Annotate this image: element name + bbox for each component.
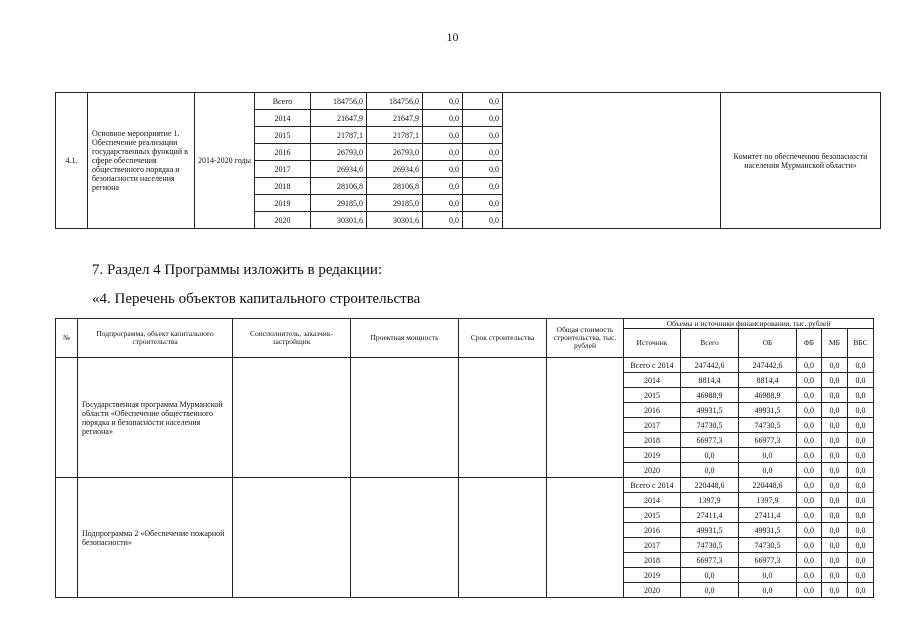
row-mb: 0,0 bbox=[463, 127, 503, 144]
row-total: 28106,8 bbox=[311, 178, 367, 195]
activity-number: 4.1. bbox=[56, 93, 88, 229]
source-cell: 2015 bbox=[624, 508, 681, 523]
ob-cell: 74730,5 bbox=[739, 538, 797, 553]
vbs-cell: 0,0 bbox=[848, 403, 874, 418]
vbs-cell: 0,0 bbox=[848, 478, 874, 493]
mb-cell: 0,0 bbox=[822, 388, 848, 403]
ob-cell: 220448,6 bbox=[739, 478, 797, 493]
empty-cell bbox=[503, 93, 721, 229]
col-header-term: Срок строительства bbox=[459, 319, 547, 358]
vbs-cell: 0,0 bbox=[848, 463, 874, 478]
col-header-ob: ОБ bbox=[739, 329, 797, 358]
ob-cell: 1397,9 bbox=[739, 493, 797, 508]
row-fb: 0,0 bbox=[423, 212, 463, 229]
ob-cell: 0,0 bbox=[739, 583, 797, 598]
ob-cell: 66977,3 bbox=[739, 433, 797, 448]
mb-cell: 0,0 bbox=[822, 448, 848, 463]
row-ob: 26793,0 bbox=[367, 144, 423, 161]
total-cell: 49931,5 bbox=[681, 523, 739, 538]
row-fb: 0,0 bbox=[423, 127, 463, 144]
row-mb: 0,0 bbox=[463, 93, 503, 110]
vbs-cell: 0,0 bbox=[848, 388, 874, 403]
vbs-cell: 0,0 bbox=[848, 493, 874, 508]
source-cell: 2014 bbox=[624, 373, 681, 388]
row-total: 29185,0 bbox=[311, 195, 367, 212]
col-header-vbs: ВБС bbox=[848, 329, 874, 358]
program-name: Государственная программа Мурманской области «Обеспечение общественного порядка и безопасности населения региона» bbox=[78, 358, 233, 478]
total-cell: 74730,5 bbox=[681, 418, 739, 433]
vbs-cell: 0,0 bbox=[848, 523, 874, 538]
col-header-coexecutor: Соисполнитель, заказчик-застройщик bbox=[233, 319, 351, 358]
row-ob: 29185,0 bbox=[367, 195, 423, 212]
row-number bbox=[56, 478, 78, 598]
fb-cell: 0,0 bbox=[797, 358, 822, 373]
fb-cell: 0,0 bbox=[797, 403, 822, 418]
term-cell bbox=[459, 358, 547, 478]
ob-cell: 74730,5 bbox=[739, 418, 797, 433]
row-mb: 0,0 bbox=[463, 161, 503, 178]
mb-cell: 0,0 bbox=[822, 418, 848, 433]
col-header-mb: МБ bbox=[822, 329, 848, 358]
fb-cell: 0,0 bbox=[797, 388, 822, 403]
row-fb: 0,0 bbox=[423, 144, 463, 161]
vbs-cell: 0,0 bbox=[848, 358, 874, 373]
mb-cell: 0,0 bbox=[822, 538, 848, 553]
mb-cell: 0,0 bbox=[822, 553, 848, 568]
ob-cell: 8814,4 bbox=[739, 373, 797, 388]
term-cell bbox=[459, 478, 547, 598]
source-cell: 2017 bbox=[624, 538, 681, 553]
col-header-source: Источник bbox=[624, 329, 681, 358]
mb-cell: 0,0 bbox=[822, 478, 848, 493]
row-ob: 21787,1 bbox=[367, 127, 423, 144]
source-cell: 2018 bbox=[624, 553, 681, 568]
ob-cell: 49931,5 bbox=[739, 403, 797, 418]
fb-cell: 0,0 bbox=[797, 433, 822, 448]
col-header-capacity: Проектная мощность bbox=[351, 319, 459, 358]
activity-name: Основное мероприятие 1. Обеспечение реализации государственных функций в сфере обеспечения общественного порядка и безопасности населения региона bbox=[88, 93, 195, 229]
source-cell: 2015 bbox=[624, 388, 681, 403]
source-cell: 2016 bbox=[624, 403, 681, 418]
vbs-cell: 0,0 bbox=[848, 553, 874, 568]
row-mb: 0,0 bbox=[463, 178, 503, 195]
source-cell: 2016 bbox=[624, 523, 681, 538]
total-cell: 27411,4 bbox=[681, 508, 739, 523]
mb-cell: 0,0 bbox=[822, 373, 848, 388]
ob-cell: 46988,9 bbox=[739, 388, 797, 403]
row-total: 184756,0 bbox=[311, 93, 367, 110]
fb-cell: 0,0 bbox=[797, 478, 822, 493]
row-label: 2018 bbox=[255, 178, 311, 195]
col-header-total-cost: Общая стоимость строительства, тыс. рублей bbox=[547, 319, 624, 358]
vbs-cell: 0,0 bbox=[848, 373, 874, 388]
mb-cell: 0,0 bbox=[822, 583, 848, 598]
mb-cell: 0,0 bbox=[822, 433, 848, 448]
total-cell: 220448,6 bbox=[681, 478, 739, 493]
row-label: 2020 bbox=[255, 212, 311, 229]
source-cell: 2019 bbox=[624, 568, 681, 583]
total-cell: 0,0 bbox=[681, 463, 739, 478]
row-total: 26793,0 bbox=[311, 144, 367, 161]
vbs-cell: 0,0 bbox=[848, 418, 874, 433]
ob-cell: 49931,5 bbox=[739, 523, 797, 538]
mb-cell: 0,0 bbox=[822, 403, 848, 418]
page-number: 10 bbox=[446, 30, 459, 44]
ob-cell: 66977,3 bbox=[739, 553, 797, 568]
total-cell: 0,0 bbox=[681, 448, 739, 463]
total-cell: 247442,6 bbox=[681, 358, 739, 373]
source-cell: 2018 bbox=[624, 433, 681, 448]
col-header-num: № bbox=[56, 319, 78, 358]
row-number bbox=[56, 358, 78, 478]
fb-cell: 0,0 bbox=[797, 418, 822, 433]
vbs-cell: 0,0 bbox=[848, 508, 874, 523]
total-cell: 0,0 bbox=[681, 583, 739, 598]
row-ob: 28106,8 bbox=[367, 178, 423, 195]
mb-cell: 0,0 bbox=[822, 568, 848, 583]
row-mb: 0,0 bbox=[463, 212, 503, 229]
row-label: Всего bbox=[255, 93, 311, 110]
row-label: 2015 bbox=[255, 127, 311, 144]
row-ob: 184756,0 bbox=[367, 93, 423, 110]
total-cost-cell bbox=[547, 358, 624, 478]
vbs-cell: 0,0 bbox=[848, 448, 874, 463]
ob-cell: 0,0 bbox=[739, 463, 797, 478]
row-ob: 21647,9 bbox=[367, 110, 423, 127]
activity-period: 2014-2020 годы bbox=[195, 93, 255, 229]
fb-cell: 0,0 bbox=[797, 373, 822, 388]
row-label: 2014 bbox=[255, 110, 311, 127]
mb-cell: 0,0 bbox=[822, 358, 848, 373]
section-title-heading: «4. Перечень объектов капитального строительства bbox=[92, 291, 421, 307]
source-cell: 2017 bbox=[624, 418, 681, 433]
row-fb: 0,0 bbox=[423, 195, 463, 212]
total-cell: 8814,4 bbox=[681, 373, 739, 388]
total-cell: 0,0 bbox=[681, 568, 739, 583]
fb-cell: 0,0 bbox=[797, 523, 822, 538]
fb-cell: 0,0 bbox=[797, 553, 822, 568]
row-label: 2016 bbox=[255, 144, 311, 161]
row-fb: 0,0 bbox=[423, 110, 463, 127]
mb-cell: 0,0 bbox=[822, 508, 848, 523]
row-mb: 0,0 bbox=[463, 110, 503, 127]
source-cell: 2019 bbox=[624, 448, 681, 463]
row-label: 2019 bbox=[255, 195, 311, 212]
row-label: 2017 bbox=[255, 161, 311, 178]
ob-cell: 0,0 bbox=[739, 448, 797, 463]
activity-table bbox=[55, 92, 881, 229]
fb-cell: 0,0 bbox=[797, 568, 822, 583]
fb-cell: 0,0 bbox=[797, 508, 822, 523]
mb-cell: 0,0 bbox=[822, 463, 848, 478]
capacity-cell bbox=[351, 478, 459, 598]
total-cell: 74730,5 bbox=[681, 538, 739, 553]
col-header-financing: Объемы и источники финансирования, тыс. рублей bbox=[624, 319, 874, 329]
ob-cell: 27411,4 bbox=[739, 508, 797, 523]
total-cell: 49931,5 bbox=[681, 403, 739, 418]
section-instruction-heading: 7. Раздел 4 Программы изложить в редакции: bbox=[92, 262, 383, 278]
fb-cell: 0,0 bbox=[797, 463, 822, 478]
table-row bbox=[56, 478, 874, 493]
source-cell: 2020 bbox=[624, 463, 681, 478]
row-total: 30301,6 bbox=[311, 212, 367, 229]
fb-cell: 0,0 bbox=[797, 583, 822, 598]
row-total: 21647,9 bbox=[311, 110, 367, 127]
row-fb: 0,0 bbox=[423, 178, 463, 195]
vbs-cell: 0,0 bbox=[848, 538, 874, 553]
mb-cell: 0,0 bbox=[822, 493, 848, 508]
capital-construction-table bbox=[55, 318, 874, 598]
row-total: 21787,1 bbox=[311, 127, 367, 144]
row-ob: 26934,6 bbox=[367, 161, 423, 178]
total-cell: 46988,9 bbox=[681, 388, 739, 403]
executor-cell: Комитет по обеспечению безопасности населения Мурманской области» bbox=[721, 93, 881, 229]
source-cell: Всего с 2014 bbox=[624, 478, 681, 493]
ob-cell: 247442,6 bbox=[739, 358, 797, 373]
total-cost-cell bbox=[547, 478, 624, 598]
vbs-cell: 0,0 bbox=[848, 568, 874, 583]
vbs-cell: 0,0 bbox=[848, 583, 874, 598]
row-mb: 0,0 bbox=[463, 144, 503, 161]
source-cell: 2020 bbox=[624, 583, 681, 598]
col-header-fb: ФБ bbox=[797, 329, 822, 358]
row-mb: 0,0 bbox=[463, 195, 503, 212]
capacity-cell bbox=[351, 358, 459, 478]
source-cell: 2014 bbox=[624, 493, 681, 508]
fb-cell: 0,0 bbox=[797, 538, 822, 553]
row-fb: 0,0 bbox=[423, 93, 463, 110]
table-row bbox=[56, 358, 874, 373]
table-row bbox=[56, 93, 881, 110]
col-header-total: Всего bbox=[681, 329, 739, 358]
coexecutor-cell bbox=[233, 358, 351, 478]
row-ob: 30301,6 bbox=[367, 212, 423, 229]
fb-cell: 0,0 bbox=[797, 493, 822, 508]
mb-cell: 0,0 bbox=[822, 523, 848, 538]
fb-cell: 0,0 bbox=[797, 448, 822, 463]
coexecutor-cell bbox=[233, 478, 351, 598]
ob-cell: 0,0 bbox=[739, 568, 797, 583]
total-cell: 1397,9 bbox=[681, 493, 739, 508]
row-fb: 0,0 bbox=[423, 161, 463, 178]
row-total: 26934,6 bbox=[311, 161, 367, 178]
program-name: Подпрограмма 2 «Обеспечение пожарной безопасности» bbox=[78, 478, 233, 598]
total-cell: 66977,3 bbox=[681, 553, 739, 568]
vbs-cell: 0,0 bbox=[848, 433, 874, 448]
col-header-subprogram: Подпрограмма, объект капитального строительства bbox=[78, 319, 233, 358]
source-cell: Всего с 2014 bbox=[624, 358, 681, 373]
total-cell: 66977,3 bbox=[681, 433, 739, 448]
